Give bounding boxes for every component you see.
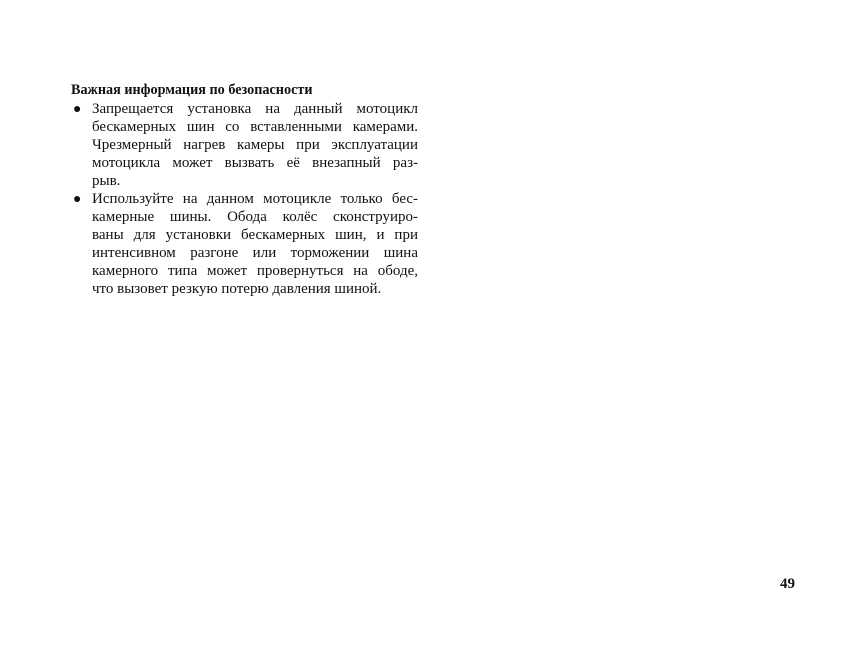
section-heading: Важная информация по безопасности xyxy=(71,82,313,98)
bullet-text xyxy=(92,190,418,298)
page-number: 49 xyxy=(780,576,795,592)
safety-section xyxy=(71,81,418,298)
bullet-icon: ● xyxy=(73,102,82,117)
text-line: камерные шины. Обода колёс сконструиро- xyxy=(92,209,418,225)
text-line: бескамерных шин со вставленными камерами. xyxy=(92,119,418,135)
bullet-item xyxy=(71,100,418,190)
bullet-text xyxy=(92,100,418,190)
text-line: ваны для установки бескамерных шин, и при xyxy=(92,227,418,243)
text-line: интенсивном разгоне или торможении шина xyxy=(92,245,418,261)
text-line: Чрезмерный нагрев камеры при эксплуатации xyxy=(92,137,418,153)
bullet-item xyxy=(71,190,418,298)
text-line: мотоцикла может вызвать её внезапный раз- xyxy=(92,155,418,171)
text-line: Запрещается установка на данный мотоцикл xyxy=(92,101,418,117)
text-line: Используйте на данном мотоцикле только бес- xyxy=(92,191,418,207)
bullet-icon: ● xyxy=(73,192,82,207)
text-line: что вызовет резкую потерю давления шиной. xyxy=(92,281,382,297)
text-line: камерного типа может провернуться на ободе, xyxy=(92,263,418,279)
text-line: рыв. xyxy=(92,173,121,189)
bullet-list xyxy=(71,100,418,298)
